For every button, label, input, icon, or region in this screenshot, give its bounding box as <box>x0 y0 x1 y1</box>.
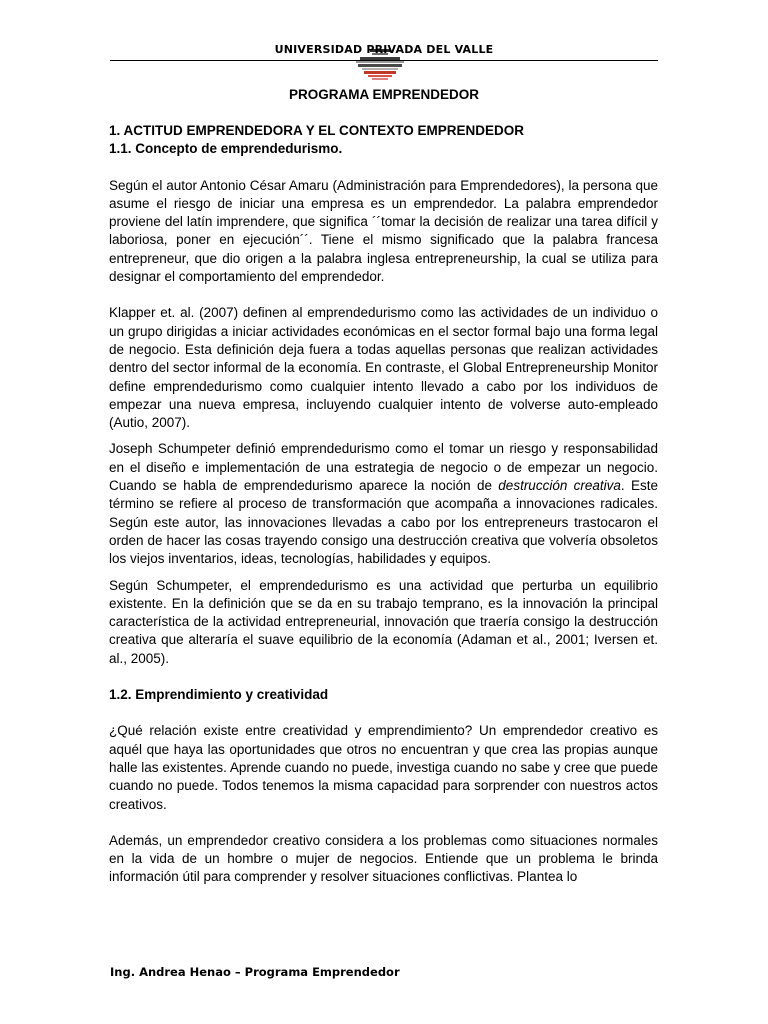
paragraph-schumpeter <box>109 440 658 568</box>
document-body <box>109 122 658 887</box>
schumpeter-text-after: . Este término se refiere al proceso de transformación que acompaña a innovaciones radicales. Según este autor, las innovaciones llevadas a cabo por los entrepreneurs trastocaron el orden de hacer las cosas trayendo consigo una destrucción creativa que volvería obsoletos los viejos inventarios, ideas, tecnologías, habilidades y equipos. <box>109 478 658 567</box>
paragraph-creativity-question: ¿Qué relación existe entre creatividad y emprendimiento? Un emprendedor creativo es aquél que haya las oportunidades que otros no encuentran y que crea las propias aunque halle las existentes. Aprende cuando no puede, investiga cuando no sabe y cree que puede cuando no puede. Todos tenemos la misma capacidad para sorprender con nuestros actos creativos. <box>109 723 658 812</box>
subsection-heading-1-2: 1.2. Emprendimiento y creatividad <box>109 687 329 703</box>
section-heading: 1. ACTITUD EMPRENDEDORA Y EL CONTEXTO EMPRENDEDOR <box>109 123 525 138</box>
paragraph-creative-entrepreneur: Además, un emprendedor creativo considera a los problemas como situaciones normales en la vida de un hombre o mujer de negocios. Entiende que un problema le brinda información útil para comprender y resolver situaciones conflictivas. Plantea lo <box>109 832 658 885</box>
paragraph-schumpeter-equilibrium: Según Schumpeter, el emprendedurismo es una actividad que perturba un equilibrio existente. En la definición que se da en su trabajo temprano, es la innovación la principal característica de la actividad entrepreneurial, innovación que traería consigo la destrucción creativa que alteraría el suave equilibrio de la economía (Adaman et al., 2001; Iversen et. al., 2005). <box>109 577 658 666</box>
paragraph-amaru: Según el autor Antonio César Amaru (Administración para Emprendedores), la persona que asume el riesgo de iniciar una empresa es un emprendedor. La palabra emprendedor proviene del latín imprendere, que significa ´´tomar la decisión de realizar una tarea difícil y laboriosa, poner en ejecución´´. Tiene el mismo significado que la palabra francesa entrepreneur, que dio origen a la palabra inglesa entrepreneurship, la cual se utiliza para designar el comportamiento del emprendedor. <box>109 177 658 285</box>
program-title: PROGRAMA EMPRENDEDOR <box>288 87 479 102</box>
university-name: UNIVERSIDAD PRIVADA DEL VALLE <box>274 43 494 56</box>
schumpeter-text-before: Joseph Schumpeter definió emprendedurismo como el tomar un riesgo y responsabilidad en el diseño e implementación de una estrategia de negocio o de empezar un negocio. Cuando se habla de emprendedurismo aparece la noción de <box>109 441 658 494</box>
paragraph-klapper: Klapper et. al. (2007) definen al emprendedurismo como las actividades de un individuo o un grupo dirigidas a iniciar actividades económicas en el sector formal bajo una forma legal de negocio. Esta definición deja fuera a todas aquellas personas que realizan actividades dentro del sector informal de la economía. En contraste, el Global Entrepreneurship Monitor define emprendedurismo como cualquier intento llevado a cabo por los individuos de empezar una nueva empresa, incluyendo cualquier intento de volverse auto-empleado (Autio, 2007). <box>109 305 658 431</box>
subsection-heading-1-1: 1.1. Concepto de emprendedurismo. <box>109 141 343 157</box>
schumpeter-italic-term: destrucción creativa <box>498 478 621 494</box>
header-divider <box>110 60 658 61</box>
page-footer: Ing. Andrea Henao – Programa Emprendedor <box>110 965 400 979</box>
